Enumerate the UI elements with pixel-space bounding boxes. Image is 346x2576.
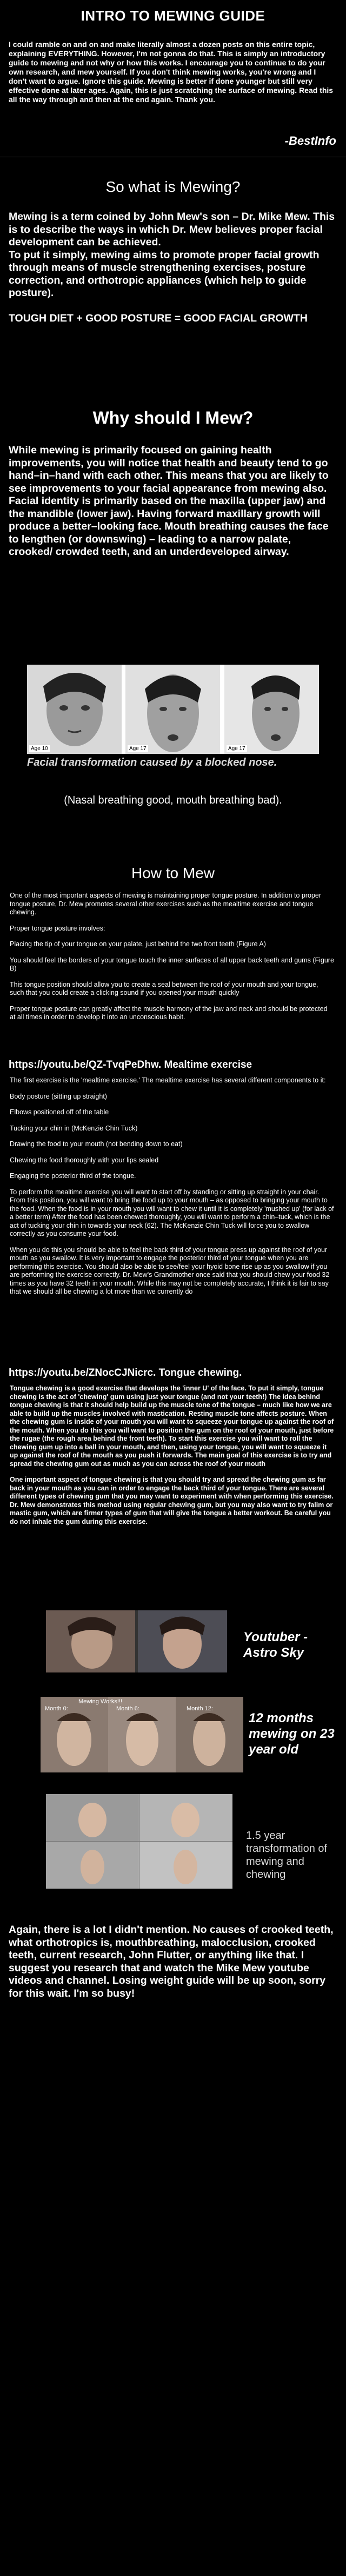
how-item: Proper tongue posture can greatly affect the muscle harmony of the jaw and neck and should be protected at all times in order to develop it into an unconscious habit. — [10, 1005, 328, 1021]
chewing-body — [10, 1384, 334, 1526]
face-photo-strip — [27, 665, 319, 754]
photo-label-2: Age 17 — [128, 745, 148, 752]
example-photo-astro-sky — [46, 1610, 227, 1672]
how-item: You should feel the borders of your tongue touch the inner surfaces of all upper back teeth and gums (Figure B) — [10, 956, 334, 972]
mealtime-item: Elbows positioned off of the table — [10, 1108, 109, 1116]
what-heading: So what is Mewing? — [105, 178, 241, 195]
closing-paragraph: Again, there is a lot I didn't mention. No causes of crooked teeth, what orthotropics is, mouthbreathing, malocclusion, crooked teeth, current research, John Flutter, or anything like that. I suggest you research that and watch the Mike Mew youtube videos and channel. Losing weight guide will be up soon, sorry for this wait. I'm so busy! — [9, 1924, 334, 1999]
photo-label-month12: Month 12: — [187, 1705, 213, 1712]
how-intro: One of the most important aspects of mewing is maintaining proper tongue posture. In addition to proper tongue posture, Dr. Mew promotes several other exercises such as the mealtime exercise and tongue chewing. — [10, 892, 322, 916]
example3-caption: 1.5 year transformation of mewing and chewing — [246, 1830, 328, 1881]
mealtime-item: Engaging the posterior third of the tongue. — [10, 1172, 136, 1180]
photo-label-month0: Month 0: — [45, 1705, 68, 1712]
example-photo-12-months — [41, 1697, 243, 1772]
photo-caption: Facial transformation caused by a blocked nose. — [27, 757, 277, 768]
photo-label-mewing-works: Mewing Works!!! — [78, 1698, 123, 1705]
mealtime-intro: The first exercise is the 'mealtime exercise.' The mealtime exercise has several different components to it: — [10, 1076, 326, 1084]
chewing-paragraph-1: Tongue chewing is a good exercise that develops the 'inner U' of the face. To put it simply, tongue chewing is the act of 'chewing' gum using just your tongue (and not your teeth!) The idea behind tongue chewing is that it should help build up the muscle tone of the tongue – much like how we are able to build up the muscles involved with mastication. Resting muscle tone affects posture. When the chewing gum is inside of your mouth you will want to squeeze your tongue up against the roof of the mouth. When you do this you will want to position the gum on the roof of your mouth, just before the rugae (the rough area behind the front teeth). To start this exercise you will want to roll the chewing gum up into a ball in your mouth, and then, using your tongue, you will want to squeeze it up against the roof of the mouth as you push it forwards. The main goal of this exercise is to try and spread the chewing gum out as much as you can across the roof of your mouth — [10, 1384, 334, 1468]
intro-paragraph: I could ramble on and on and make literally almost a dozen posts on this entire topic, explaining EVERYTHING. However, I'm not gonna do that. This is simply an introductory guide to mewing and not why or how this works. I encourage you to continue to do your own research, and mew yourself. If you don't think mewing works, you're wrong and I don't want to argue. Ignore this guide. Mewing is better if done younger but still very effective done at later ages. Again, this is just scratching the surface of mewing. Read this all the way through and then at the end again. Thank you. — [9, 40, 334, 104]
example2-caption: 12 months mewing on 23 year old — [249, 1711, 335, 1757]
why-heading: Why should I Mew? — [92, 408, 254, 427]
signature: -BestInfo — [284, 134, 336, 148]
how-posture-label: Proper tongue posture involves: — [10, 924, 105, 932]
what-body — [9, 211, 336, 325]
face-photo-age17-a — [125, 665, 220, 754]
mealtime-item: Tucking your chin in (McKenzie Chin Tuck) — [10, 1124, 138, 1132]
how-item: This tongue position should allow you to create a seal between the roof of your mouth and your tongue, such that you could create a clicking sound if you opened your mouth quickly — [10, 980, 318, 996]
face-photo-age17-b — [224, 665, 319, 754]
what-equation: TOUGH DIET + GOOD POSTURE = GOOD FACIAL GROWTH — [9, 312, 308, 324]
mealtime-item: Drawing the food to your mouth (not bending down to eat) — [10, 1140, 183, 1148]
how-item: Placing the tip of your tongue on your palate, just behind the two front teeth (Figure A) — [10, 940, 266, 948]
page-title: INTRO TO MEWING GUIDE — [81, 8, 265, 24]
what-paragraph-spacer — [9, 300, 336, 312]
chewing-paragraph-2: One important aspect of tongue chewing is that you should try and spread the chewing gum as far back in your mouth as you can in order to engage the back third of your tongue. There are several different types of chewing gum that you may want to experiment with when performing this exercise. Dr. Mew demonstrates this method using regular chewing gum, but you may also want to try falim or mastic gum, which are firmer types of gum that will give the tongue a better workout. Be careful you do not inhale the gum during this exercise. — [10, 1476, 334, 1525]
example1-caption: Youtuber - Astro Sky — [243, 1630, 308, 1660]
example-photo-1-5-year — [46, 1794, 232, 1889]
what-paragraph-2: To put it simply, mewing aims to promote proper facial growth through means of muscle strengthening exercises, posture correction, and orthotropic appliances (which help to guide posture). — [9, 249, 320, 299]
how-heading: How to Mew — [131, 865, 215, 881]
mealtime-body — [10, 1076, 334, 1296]
face-photo-age10 — [27, 665, 122, 754]
mealtime-item: Chewing the food thoroughly with your lips sealed — [10, 1156, 159, 1164]
how-body — [10, 892, 334, 1022]
mealtime-link[interactable]: https://youtu.be/QZ-TvqPeDhw. Mealtime exercise — [9, 1059, 252, 1070]
photo-label-month6: Month 6: — [116, 1705, 139, 1712]
what-paragraph-1: Mewing is a term coined by John Mew's son – Dr. Mike Mew. This is to describe the ways in which Dr. Mew believes proper facial development can be achieved. — [9, 211, 335, 248]
photo-label-3: Age 17 — [227, 745, 247, 752]
why-paragraph: While mewing is primarily focused on gaining health improvements, you will notice that health and beauty tend to go hand–in–hand with each other. This means that you are likely to see improvements to your facial appearance from mewing also. Facial identity is primarily based on the maxilla (upper jaw) and the mandible (lower jaw). Having forward maxillary growth will produce a better–looking face. Mouth breathing causes the face to lengthen (or downswing) – leading to a narrow palate, crooked/ crowded teeth, and an underdeveloped airway. — [9, 444, 329, 558]
photo-label-1: Age 10 — [29, 745, 50, 752]
mealtime-item: Body posture (sitting up straight) — [10, 1092, 107, 1100]
mealtime-paragraph-1: To perform the mealtime exercise you will want to start off by standing or sitting up straight in your chair. From this position, you will want to bring the food up to your mouth – as opposed to bringing your mouth to the food. When the food is in your mouth you will want to chew it until it is completely 'mushed up' (for lack of a better term) After the food has been chewed thoroughly, you will want to perform a chin–tuck, which is the act of tucking your chin in towards your neck (62). The McKenzie Chin Tuck will force you to swallow correctly as you consume your food. — [10, 1188, 334, 1237]
chewing-link[interactable]: https://youtu.be/ZNocCJNicrc. Tongue chewing. — [9, 1367, 242, 1379]
mealtime-paragraph-2: When you do this you should be able to feel the back third of your tongue press up against the roof of your mouth as you swallow. It is very important to engage the posterior third of your tongue when you are performing this exercise. You should also be able to see/feel your hyoid bone rise up as you swallow if you are performing the exercise correctly. Dr. Mew's Grandmother once said that you should chew your food 32 times as you have 32 teeth in your mouth. While this may not be completely accurate, I think it is fair to say that we should all be chewing a lot more than we currently do — [10, 1246, 330, 1295]
nasal-note: (Nasal breathing good, mouth breathing bad). — [64, 794, 282, 806]
